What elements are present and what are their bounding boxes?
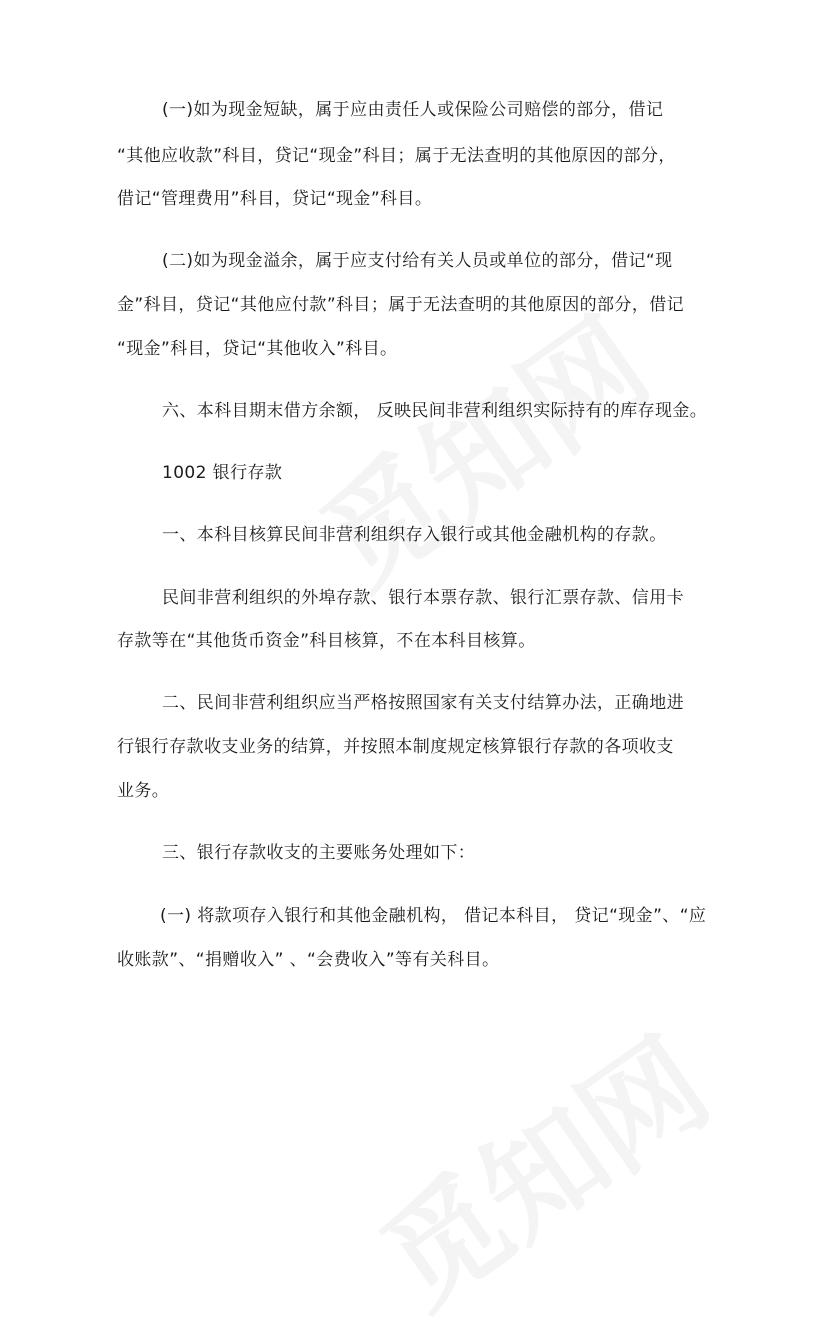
text-line: 存款等在“其他货币资金”科目核算，不在本科目核算。 bbox=[117, 631, 536, 651]
text-line: (一)如为现金短缺，属于应由责任人或保险公司赔偿的部分，借记 bbox=[162, 100, 664, 120]
text-line: 一、本科目核算民间非营利组织存入银行或其他金融机构的存款。 bbox=[162, 525, 667, 545]
text-line: 六、本科目期末借方余额， 反映民间非营利组织实际持有的库存现金。 bbox=[162, 401, 708, 421]
section-heading: 1002 银行存款 bbox=[162, 463, 283, 483]
text-line: 民间非营利组织的外埠存款、银行本票存款、银行汇票存款、信用卡 bbox=[162, 588, 684, 608]
text-line: (一) 将款项存入银行和其他金融机构， 借记本科目， 贷记“现金”、“应 bbox=[160, 906, 707, 926]
text-line: 行银行存款收支业务的结算，并按照本制度规定核算银行存款的各项收支 bbox=[117, 737, 674, 757]
text-line: 收账款”、“捐赠收入” 、“会费收入”等有关科目。 bbox=[117, 950, 500, 970]
text-line: 业务。 bbox=[117, 781, 170, 801]
text-line: 三、银行存款收支的主要账务处理如下： bbox=[162, 843, 476, 863]
text-line: (二)如为现金溢余，属于应支付给有关人员或单位的部分，借记“现 bbox=[162, 251, 673, 271]
text-line: 金”科目，贷记“其他应付款”科目；属于无法查明的其他原因的部分，借记 bbox=[117, 295, 685, 315]
text-line: “其他应收款”科目，贷记“现金”科目；属于无法查明的其他原因的部分， bbox=[117, 146, 676, 166]
text-line: 借记“管理费用”科目，贷记“现金”科目。 bbox=[117, 189, 433, 209]
text-line: 二、民间非营利组织应当严格按照国家有关支付结算办法，正确地进 bbox=[162, 693, 684, 713]
watermark bbox=[283, 272, 677, 619]
watermark bbox=[343, 992, 737, 1339]
text-line: “现金”科目，贷记“其他收入”科目。 bbox=[117, 339, 398, 359]
